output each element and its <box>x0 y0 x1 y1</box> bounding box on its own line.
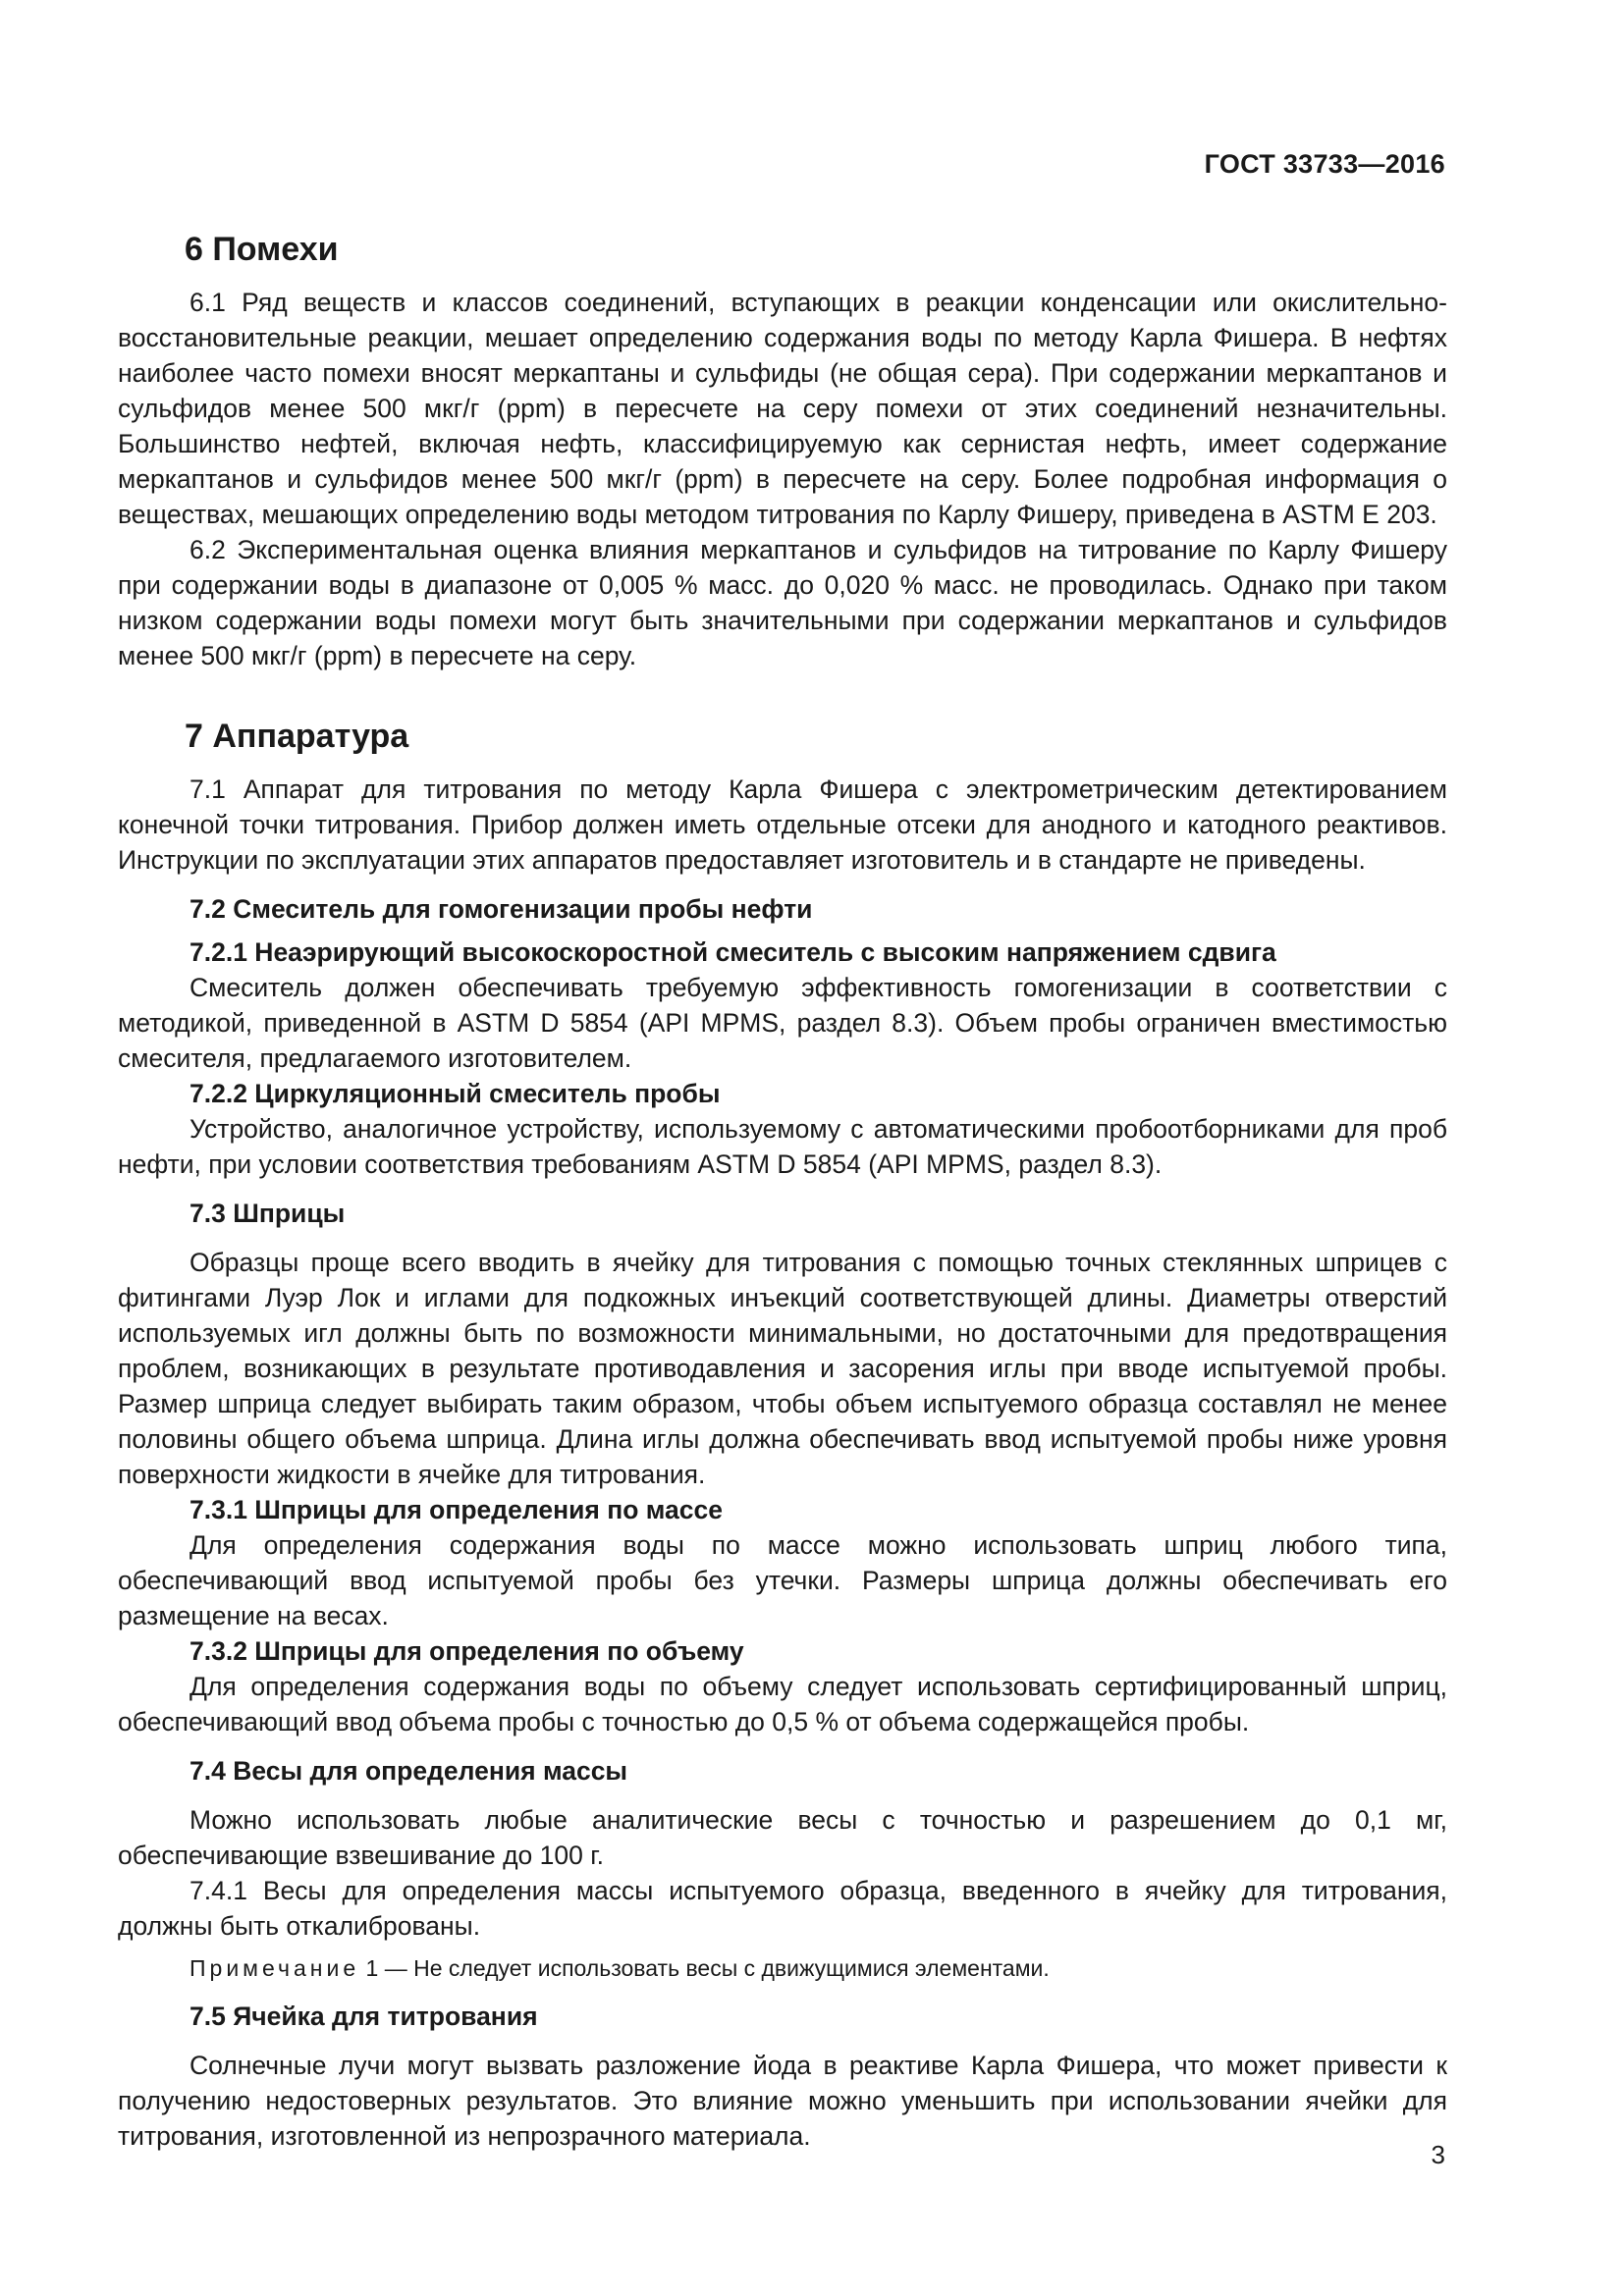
paragraph-7-2-1: Смеситель должен обеспечивать требуемую эффективность гомогенизации в соответствии с методикой, приведенной в ASTM D 5854 (API MPMS, раздел 8.3). Объем пробы ограничен вместимостью смесителя, предлагаемого изготовителем. <box>118 973 1447 1073</box>
section-7-title: 7 Аппаратура <box>185 718 409 755</box>
paragraph-7-4-1: 7.4.1 Весы для определения массы испытуемого образца, введенного в ячейку для титрования, должны быть откалиброваны. <box>118 1876 1447 1941</box>
section-6-title: 6 Помехи <box>185 231 339 268</box>
heading-7-5: 7.5 Ячейка для титрования <box>189 2002 538 2031</box>
document-header: ГОСТ 33733—2016 <box>1204 149 1445 179</box>
note-1 <box>118 1951 1447 1985</box>
paragraph-7-3-2: Для определения содержания воды по объему следует использовать сертифицированный шприц, обеспечивающий ввод объема пробы с точностью до 0,5 % от объема содержащейся пробы. <box>118 1672 1447 1736</box>
paragraph-7-3-1: Для определения содержания воды по массе можно использовать шприц любого типа, обеспечивающий ввод испытуемой пробы без утечки. Размеры шприца должны обеспечивать его размещение на весах. <box>118 1530 1447 1630</box>
heading-7-2: 7.2 Смеситель для гомогенизации пробы нефти <box>189 894 813 924</box>
heading-7-2-2: 7.2.2 Циркуляционный смеситель пробы <box>189 1079 721 1108</box>
heading-7-3-1: 7.3.1 Шприцы для определения по массе <box>189 1495 723 1524</box>
paragraph-6-1: 6.1 Ряд веществ и классов соединений, вступающих в реакции конденсации или окислительно-восстановительные реакции, мешает определению содержания воды по методу Карла Фишера. В нефтях наиболее часто помехи вносят меркаптаны и сульфиды (не общая сера). При содержании меркаптанов и сульфидов менее 500 мкг/г (ppm) в пересчете на серу помехи от этих соединений незначительны. Большинство нефтей, включая нефть, классифицируемую как сернистая нефть, имеет содержание меркаптанов и сульфидов менее 500 мкг/г (ppm) в пересчете на серу. Более подробная информация о веществах, мешающих определению воды методом титрования по Карлу Фишеру, приведена в ASTM E 203. <box>118 288 1447 529</box>
document-body <box>118 226 1447 2154</box>
heading-7-3: 7.3 Шприцы <box>189 1199 346 1228</box>
note-text: 1 — Не следует использовать весы с движущимися элементами. <box>359 1955 1050 1981</box>
paragraph-7-4: Можно использовать любые аналитические весы с точностью и разрешением до 0,1 мг, обеспечивающие взвешивание до 100 г. <box>118 1805 1447 1870</box>
heading-7-3-2: 7.3.2 Шприцы для определения по объему <box>189 1636 744 1666</box>
heading-7-4: 7.4 Весы для определения массы <box>189 1756 628 1786</box>
paragraph-6-2: 6.2 Экспериментальная оценка влияния меркаптанов и сульфидов на титрование по Карлу Фишеру при содержании воды в диапазоне от 0,005 % масс. до 0,020 % масс. не проводилась. Однако при таком низком содержании воды помехи могут быть значительными при содержании меркаптанов и сульфидов менее 500 мкг/г (ppm) в пересчете на серу. <box>118 535 1447 670</box>
paragraph-7-2-2: Устройство, аналогичное устройству, используемому с автоматическими пробоотборниками для проб нефти, при условии соответствия требованиям ASTM D 5854 (API MPMS, раздел 8.3). <box>118 1114 1447 1179</box>
page-number: 3 <box>1431 2140 1445 2169</box>
paragraph-7-5: Солнечные лучи могут вызвать разложение йода в реактиве Карла Фишера, что может привести к получению недостоверных результатов. Это влияние можно уменьшить при использовании ячейки для титрования, изготовленной из непрозрачного материала. <box>118 2051 1447 2151</box>
paragraph-7-1: 7.1 Аппарат для титрования по методу Карла Фишера с электрометрическим детектированием конечной точки титрования. Прибор должен иметь отдельные отсеки для анодного и катодного реактивов. Инструкции по эксплуатации этих аппаратов предоставляет изготовитель и в стандарте не приведены. <box>118 774 1447 875</box>
heading-7-2-1: 7.2.1 Неаэрирующий высокоскоростной смеситель с высоким напряжением сдвига <box>189 937 1276 967</box>
note-label: Примечание <box>189 1955 360 1981</box>
paragraph-7-3: Образцы проще всего вводить в ячейку для титрования с помощью точных стеклянных шприцев с фитингами Луэр Лок и иглами для подкожных инъекций соответствующей длины. Диаметры отверстий используемых игл должны быть по возможности минимальными, но достаточными для предотвращения проблем, возникающих в результате противодавления и засорения иглы при вводе испытуемой пробы. Размер шприца следует выбирать таким образом, чтобы объем испытуемого образца составлял не менее половины общего объема шприца. Длина иглы должна обеспечивать ввод испытуемой пробы ниже уровня поверхности жидкости в ячейке для титрования. <box>118 1248 1447 1489</box>
